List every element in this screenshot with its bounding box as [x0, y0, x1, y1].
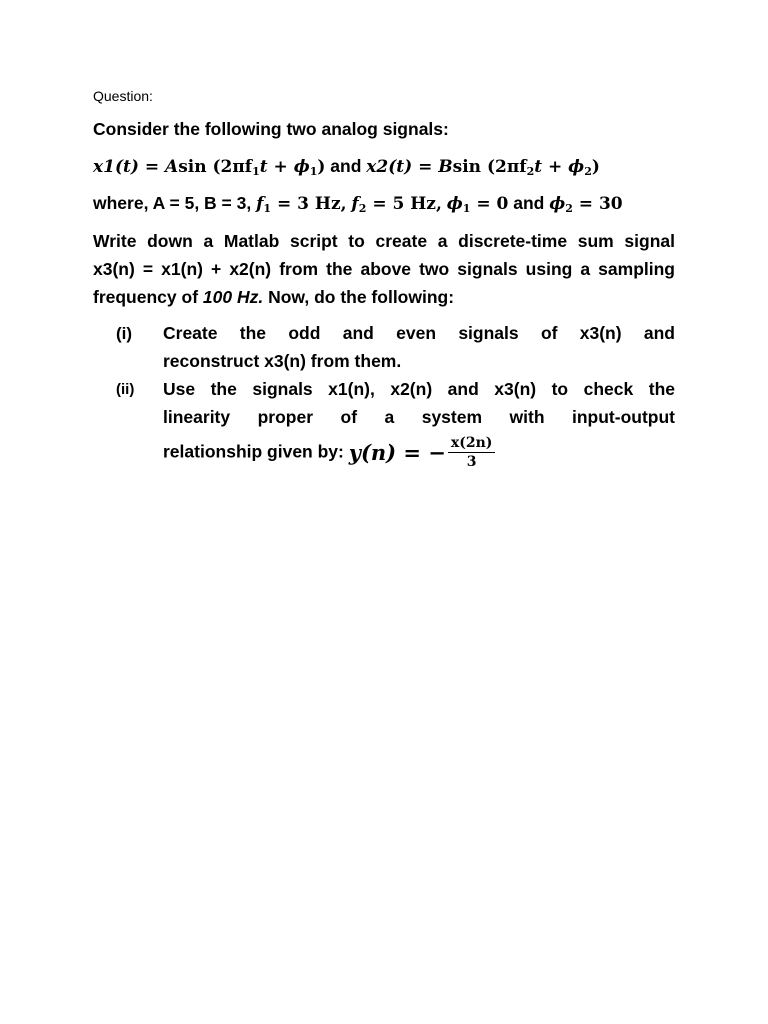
item-i-line-1: Create the odd and even signals of x3(n) and: [163, 323, 675, 343]
item-ii-line-2: linearity proper of a system with input-output: [163, 407, 675, 427]
equation-fraction: $\frac{x(2n)}{3}$: [448, 435, 496, 471]
task-paragraph: [93, 227, 675, 311]
output-equation: y(n) = −: [348, 440, 446, 465]
question-label: Question:: [93, 88, 153, 104]
phi1-value: $\phi_1 = 0$: [446, 194, 509, 215]
task-line-2: x3(n) = x1(n) + x2(n) from the above two signals using a sampling: [93, 259, 675, 279]
relationship-label: relationship given by:: [163, 441, 344, 462]
signal-equations: [93, 156, 600, 177]
x2-equation: x2(t) = Bsin $(2\pi f_2t + \phi_2)$: [366, 157, 600, 178]
intro-text: Consider the following two analog signals:: [93, 119, 449, 139]
sampling-frequency: 100 Hz.: [202, 287, 264, 307]
task-line-1: Write down a Matlab script to create a discrete-time sum signal: [93, 231, 675, 251]
x1-equation: x1(t) = Asin $(2\pi f_1t + \phi_1)$: [93, 157, 326, 178]
item-ii-line-1: Use the signals x1(n), x2(n) and x3(n) to check the: [163, 379, 675, 399]
item-number-ii: (ii): [116, 381, 135, 398]
params-and-word: and: [513, 193, 545, 213]
f2-value: $f_2 = 5$ Hz,: [351, 194, 442, 215]
f1-value: $f_1 = 3$ Hz,: [256, 194, 347, 215]
params-prefix: where, A = 5, B = 3,: [93, 193, 252, 213]
item-text-ii: [163, 375, 675, 471]
item-number-i: (i): [116, 324, 133, 343]
item-text-i: [163, 319, 675, 375]
item-ii-line-3: [163, 435, 675, 471]
item-i-line-2: reconstruct x3(n) from them.: [163, 351, 402, 371]
and-word: and: [330, 156, 362, 176]
parameter-line: [93, 193, 623, 214]
task-line-3: frequency of 100 Hz. Now, do the following:: [93, 287, 455, 307]
phi2-value: $\phi_2 = 30$: [549, 194, 623, 215]
